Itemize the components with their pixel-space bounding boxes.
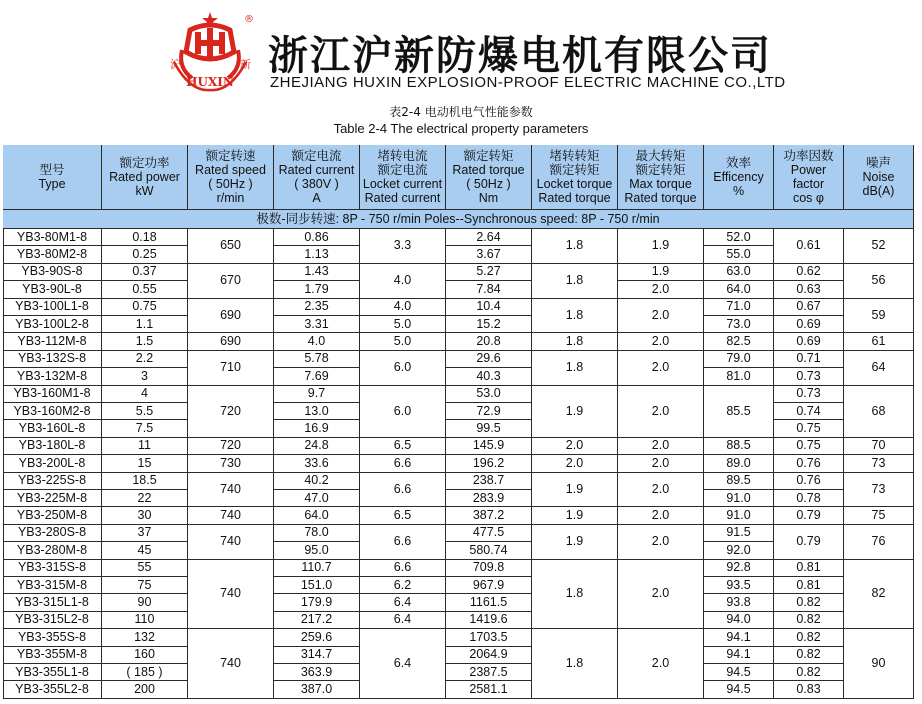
column-header-line: Type bbox=[38, 177, 66, 191]
cell-pf: 0.82 bbox=[774, 612, 844, 629]
cell-current: 64.0 bbox=[274, 507, 360, 524]
merged-cell-noise: 76 bbox=[844, 525, 914, 560]
cell-torque: 2064.9 bbox=[446, 647, 532, 664]
merged-cell-locked-current: 6.0 bbox=[360, 351, 446, 386]
cell-eff: 91.5 bbox=[704, 525, 774, 542]
cell-locked-current: 6.4 bbox=[360, 612, 446, 629]
cell-power: 1.1 bbox=[102, 316, 188, 333]
cell-torque: 15.2 bbox=[446, 316, 532, 333]
cell-pf: 0.75 bbox=[774, 420, 844, 437]
cell-pf: 0.75 bbox=[774, 438, 844, 455]
column-header-line: ( 50Hz ) bbox=[208, 177, 253, 191]
cell-power: 2.2 bbox=[102, 351, 188, 368]
cell-max-torque: 2.0 bbox=[618, 281, 704, 298]
cell-torque: 7.84 bbox=[446, 281, 532, 298]
cell-noise: 75 bbox=[844, 507, 914, 524]
column-header-line: cos φ bbox=[792, 191, 825, 205]
cell-current: 9.7 bbox=[274, 386, 360, 403]
cell-torque: 477.5 bbox=[446, 525, 532, 542]
column-header-eff bbox=[704, 145, 774, 210]
cell-torque: 1703.5 bbox=[446, 629, 532, 646]
cell-locked-torque: 1.8 bbox=[532, 333, 618, 350]
column-header-line: 额定转矩 bbox=[463, 149, 514, 163]
cell-current: 1.13 bbox=[274, 246, 360, 263]
cell-locked-current: 6.5 bbox=[360, 507, 446, 524]
merged-cell-noise: 82 bbox=[844, 560, 914, 630]
svg-text:HUXIN: HUXIN bbox=[186, 75, 234, 89]
column-header-line: 额定转速 bbox=[205, 149, 256, 163]
merged-cell-noise: 59 bbox=[844, 299, 914, 334]
column-header-line: 堵转电流 bbox=[377, 149, 428, 163]
cell-eff: 92.8 bbox=[704, 560, 774, 577]
column-header-line: 功率因数 bbox=[783, 149, 834, 163]
cell-pf: 0.82 bbox=[774, 594, 844, 611]
cell-eff: 94.0 bbox=[704, 612, 774, 629]
cell-locked-torque: 1.9 bbox=[532, 507, 618, 524]
cell-current: 5.78 bbox=[274, 351, 360, 368]
cell-pf: 0.62 bbox=[774, 264, 844, 281]
cell-speed: 730 bbox=[188, 455, 274, 472]
pole-speed-band: 极数-同步转速: 8P - 750 r/min Poles--Synchronous speed: 8P - 750 r/min bbox=[3, 210, 914, 229]
cell-eff: 94.5 bbox=[704, 681, 774, 698]
cell-eff: 55.0 bbox=[704, 246, 774, 263]
cell-current: 1.79 bbox=[274, 281, 360, 298]
cell-type: YB3-132S-8 bbox=[3, 351, 102, 368]
cell-power: 30 bbox=[102, 507, 188, 524]
page-header bbox=[0, 0, 922, 100]
cell-max-torque: 2.0 bbox=[618, 333, 704, 350]
cell-torque: 3.67 bbox=[446, 246, 532, 263]
merged-cell-speed: 740 bbox=[188, 560, 274, 630]
column-header-line: Rated torque bbox=[452, 163, 525, 177]
merged-cell-locked-torque: 1.8 bbox=[532, 629, 618, 699]
cell-pf: 0.76 bbox=[774, 455, 844, 472]
merged-cell-speed: 740 bbox=[188, 525, 274, 560]
column-header-line: 额定转矩 bbox=[635, 163, 686, 177]
cell-torque: 387.2 bbox=[446, 507, 532, 524]
cell-current: 0.86 bbox=[274, 229, 360, 246]
column-header-line: ( 380V ) bbox=[294, 177, 339, 191]
cell-current: 3.31 bbox=[274, 316, 360, 333]
column-header-noise bbox=[844, 145, 914, 210]
cell-eff: 89.0 bbox=[704, 455, 774, 472]
cell-type: YB3-225M-8 bbox=[3, 490, 102, 507]
merged-cell-speed: 690 bbox=[188, 299, 274, 334]
cell-type: YB3-100L2-8 bbox=[3, 316, 102, 333]
cell-max-torque: 2.0 bbox=[618, 455, 704, 472]
cell-pf: 0.74 bbox=[774, 403, 844, 420]
cell-eff: 94.5 bbox=[704, 664, 774, 681]
cell-torque: 709.8 bbox=[446, 560, 532, 577]
cell-power: 45 bbox=[102, 542, 188, 559]
huxin-logo-icon bbox=[160, 8, 260, 93]
merged-cell-speed: 670 bbox=[188, 264, 274, 299]
cell-eff: 93.8 bbox=[704, 594, 774, 611]
cell-power: ( 185 ) bbox=[102, 664, 188, 681]
column-header-speed bbox=[188, 145, 274, 210]
column-header-line: Locket torque bbox=[536, 177, 613, 191]
merged-cell-noise: 73 bbox=[844, 473, 914, 508]
cell-power: 3 bbox=[102, 368, 188, 385]
cell-power: 55 bbox=[102, 560, 188, 577]
cell-power: 4 bbox=[102, 386, 188, 403]
merged-cell-noise: 52 bbox=[844, 229, 914, 264]
cell-torque: 99.5 bbox=[446, 420, 532, 437]
cell-torque: 53.0 bbox=[446, 386, 532, 403]
cell-type: YB3-132M-8 bbox=[3, 368, 102, 385]
cell-type: YB3-80M1-8 bbox=[3, 229, 102, 246]
cell-pf: 0.73 bbox=[774, 386, 844, 403]
column-header-line: Noise bbox=[862, 170, 895, 184]
column-header-line: Power bbox=[790, 163, 827, 177]
merged-cell-noise: 90 bbox=[844, 629, 914, 699]
cell-eff: 91.0 bbox=[704, 507, 774, 524]
table-caption-en: Table 2-4 The electrical property parameters bbox=[333, 121, 589, 136]
merged-cell-locked-torque: 1.9 bbox=[532, 473, 618, 508]
cell-power: 37 bbox=[102, 525, 188, 542]
cell-torque: 10.4 bbox=[446, 299, 532, 316]
merged-cell-max-torque: 2.0 bbox=[618, 560, 704, 630]
merged-cell-max-torque: 2.0 bbox=[618, 386, 704, 438]
svg-text:沪: 沪 bbox=[170, 58, 181, 71]
cell-locked-current: 4.0 bbox=[360, 299, 446, 316]
merged-cell-locked-current: 6.6 bbox=[360, 473, 446, 508]
table-caption-cn: 表2-4 电动机电气性能参数 bbox=[389, 105, 533, 119]
cell-power: 0.25 bbox=[102, 246, 188, 263]
column-header-line: Locket current bbox=[362, 177, 443, 191]
cell-pf: 0.73 bbox=[774, 368, 844, 385]
cell-torque: 2387.5 bbox=[446, 664, 532, 681]
column-header-line: dB(A) bbox=[862, 184, 895, 198]
cell-type: YB3-160M2-8 bbox=[3, 403, 102, 420]
column-header-line: Rated torque bbox=[538, 191, 611, 205]
column-header-pf bbox=[774, 145, 844, 210]
cell-torque: 29.6 bbox=[446, 351, 532, 368]
column-header-line: 堵转转矩 bbox=[549, 149, 600, 163]
cell-current: 387.0 bbox=[274, 681, 360, 698]
cell-power: 200 bbox=[102, 681, 188, 698]
column-header-line: 型号 bbox=[39, 163, 65, 177]
merged-cell-locked-current: 6.6 bbox=[360, 525, 446, 560]
column-header-line: r/min bbox=[216, 191, 245, 205]
cell-power: 0.18 bbox=[102, 229, 188, 246]
cell-current: 13.0 bbox=[274, 403, 360, 420]
column-header-line: 额定电流 bbox=[377, 163, 428, 177]
column-header-line: 额定功率 bbox=[119, 156, 170, 170]
cell-power: 110 bbox=[102, 612, 188, 629]
cell-eff: 73.0 bbox=[704, 316, 774, 333]
cell-torque: 5.27 bbox=[446, 264, 532, 281]
cell-locked-torque: 2.0 bbox=[532, 455, 618, 472]
cell-current: 7.69 bbox=[274, 368, 360, 385]
cell-max-torque: 1.9 bbox=[618, 264, 704, 281]
merged-cell-locked-current: 4.0 bbox=[360, 264, 446, 299]
column-header-line: Rated torque bbox=[624, 191, 697, 205]
cell-locked-current: 6.6 bbox=[360, 560, 446, 577]
cell-current: 151.0 bbox=[274, 577, 360, 594]
merged-cell-max-torque: 2.0 bbox=[618, 629, 704, 699]
cell-power: 132 bbox=[102, 629, 188, 646]
cell-pf: 0.78 bbox=[774, 490, 844, 507]
cell-current: 314.7 bbox=[274, 647, 360, 664]
merged-cell-speed: 740 bbox=[188, 629, 274, 699]
cell-pf: 0.69 bbox=[774, 316, 844, 333]
cell-type: YB3-355M-8 bbox=[3, 647, 102, 664]
cell-eff: 71.0 bbox=[704, 299, 774, 316]
cell-max-torque: 2.0 bbox=[618, 438, 704, 455]
cell-max-torque: 2.0 bbox=[618, 507, 704, 524]
cell-current: 179.9 bbox=[274, 594, 360, 611]
column-header-line: Rated current bbox=[364, 191, 441, 205]
column-header-line: ( 50Hz ) bbox=[466, 177, 511, 191]
cell-eff: 94.1 bbox=[704, 647, 774, 664]
cell-eff: 93.5 bbox=[704, 577, 774, 594]
cell-power: 0.75 bbox=[102, 299, 188, 316]
cell-speed: 690 bbox=[188, 333, 274, 350]
column-header-locked-torque bbox=[532, 145, 618, 210]
cell-pf: 0.79 bbox=[774, 507, 844, 524]
merged-cell-max-torque: 2.0 bbox=[618, 525, 704, 560]
merged-cell-speed: 650 bbox=[188, 229, 274, 264]
cell-noise: 73 bbox=[844, 455, 914, 472]
cell-pf: 0.82 bbox=[774, 664, 844, 681]
column-header-line: 效率 bbox=[725, 156, 751, 170]
cell-torque: 196.2 bbox=[446, 455, 532, 472]
cell-type: YB3-355L1-8 bbox=[3, 664, 102, 681]
cell-current: 363.9 bbox=[274, 664, 360, 681]
column-header-line: 额定转矩 bbox=[549, 163, 600, 177]
company-name-en: ZHEJIANG HUXIN EXPLOSION-PROOF ELECTRIC MACHINE CO.,LTD bbox=[270, 74, 786, 91]
merged-cell-max-torque: 2.0 bbox=[618, 473, 704, 508]
svg-text:新: 新 bbox=[240, 58, 251, 71]
merged-cell-speed: 710 bbox=[188, 351, 274, 386]
cell-pf: 0.76 bbox=[774, 473, 844, 490]
cell-torque: 1161.5 bbox=[446, 594, 532, 611]
merged-cell-noise: 68 bbox=[844, 386, 914, 438]
cell-power: 160 bbox=[102, 647, 188, 664]
merged-cell-locked-torque: 1.8 bbox=[532, 299, 618, 334]
cell-speed: 740 bbox=[188, 507, 274, 524]
cell-eff: 64.0 bbox=[704, 281, 774, 298]
column-header-locked-current bbox=[360, 145, 446, 210]
column-header-max-torque bbox=[618, 145, 704, 210]
cell-type: YB3-90L-8 bbox=[3, 281, 102, 298]
merged-cell-locked-torque: 1.9 bbox=[532, 525, 618, 560]
column-header-line: 额定电流 bbox=[291, 149, 342, 163]
cell-pf: 0.71 bbox=[774, 351, 844, 368]
cell-current: 259.6 bbox=[274, 629, 360, 646]
cell-type: YB3-250M-8 bbox=[3, 507, 102, 524]
column-header-line: 最大转矩 bbox=[635, 149, 686, 163]
column-header-line: factor bbox=[792, 177, 825, 191]
merged-cell-eff: 85.5 bbox=[704, 386, 774, 438]
cell-current: 2.35 bbox=[274, 299, 360, 316]
merged-cell-pf: 0.79 bbox=[774, 525, 844, 560]
cell-pf: 0.67 bbox=[774, 299, 844, 316]
cell-eff: 63.0 bbox=[704, 264, 774, 281]
column-header-line: % bbox=[732, 184, 745, 198]
column-header-type bbox=[3, 145, 102, 210]
cell-eff: 81.0 bbox=[704, 368, 774, 385]
cell-power: 1.5 bbox=[102, 333, 188, 350]
cell-power: 11 bbox=[102, 438, 188, 455]
cell-current: 33.6 bbox=[274, 455, 360, 472]
cell-current: 95.0 bbox=[274, 542, 360, 559]
cell-power: 18.5 bbox=[102, 473, 188, 490]
cell-torque: 2581.1 bbox=[446, 681, 532, 698]
cell-pf: 0.82 bbox=[774, 629, 844, 646]
cell-type: YB3-315L2-8 bbox=[3, 612, 102, 629]
cell-noise: 70 bbox=[844, 438, 914, 455]
column-header-current bbox=[274, 145, 360, 210]
cell-type: YB3-355L2-8 bbox=[3, 681, 102, 698]
cell-current: 78.0 bbox=[274, 525, 360, 542]
cell-torque: 72.9 bbox=[446, 403, 532, 420]
cell-locked-current: 6.6 bbox=[360, 455, 446, 472]
merged-cell-locked-torque: 1.8 bbox=[532, 264, 618, 299]
cell-current: 4.0 bbox=[274, 333, 360, 350]
column-header-line: kW bbox=[135, 184, 154, 198]
cell-type: YB3-200L-8 bbox=[3, 455, 102, 472]
cell-torque: 238.7 bbox=[446, 473, 532, 490]
cell-type: YB3-280M-8 bbox=[3, 542, 102, 559]
cell-type: YB3-90S-8 bbox=[3, 264, 102, 281]
merged-cell-locked-current: 6.0 bbox=[360, 386, 446, 438]
column-header-torque bbox=[446, 145, 532, 210]
cell-eff: 94.1 bbox=[704, 629, 774, 646]
cell-torque: 580.74 bbox=[446, 542, 532, 559]
cell-eff: 82.5 bbox=[704, 333, 774, 350]
cell-type: YB3-160M1-8 bbox=[3, 386, 102, 403]
cell-locked-current: 6.5 bbox=[360, 438, 446, 455]
cell-pf: 0.69 bbox=[774, 333, 844, 350]
merged-cell-locked-torque: 1.8 bbox=[532, 229, 618, 264]
cell-eff: 52.0 bbox=[704, 229, 774, 246]
merged-cell-max-torque: 1.9 bbox=[618, 229, 704, 264]
cell-pf: 0.81 bbox=[774, 560, 844, 577]
svg-text:®: ® bbox=[244, 14, 254, 25]
cell-type: YB3-315S-8 bbox=[3, 560, 102, 577]
cell-pf: 0.82 bbox=[774, 647, 844, 664]
cell-torque: 145.9 bbox=[446, 438, 532, 455]
cell-type: YB3-160L-8 bbox=[3, 420, 102, 437]
column-header-line: Efficency bbox=[713, 170, 764, 184]
column-header-power bbox=[102, 145, 188, 210]
merged-cell-speed: 740 bbox=[188, 473, 274, 508]
column-header-line: Rated current bbox=[278, 163, 355, 177]
cell-eff: 92.0 bbox=[704, 542, 774, 559]
cell-type: YB3-315M-8 bbox=[3, 577, 102, 594]
cell-power: 5.5 bbox=[102, 403, 188, 420]
cell-pf: 0.83 bbox=[774, 681, 844, 698]
column-header-line: 噪声 bbox=[865, 156, 891, 170]
cell-power: 75 bbox=[102, 577, 188, 594]
cell-type: YB3-80M2-8 bbox=[3, 246, 102, 263]
cell-pf: 0.63 bbox=[774, 281, 844, 298]
cell-type: YB3-355S-8 bbox=[3, 629, 102, 646]
cell-torque: 283.9 bbox=[446, 490, 532, 507]
merged-cell-locked-current: 6.4 bbox=[360, 629, 446, 699]
cell-power: 22 bbox=[102, 490, 188, 507]
cell-locked-current: 5.0 bbox=[360, 333, 446, 350]
cell-type: YB3-100L1-8 bbox=[3, 299, 102, 316]
cell-power: 15 bbox=[102, 455, 188, 472]
cell-current: 40.2 bbox=[274, 473, 360, 490]
cell-locked-current: 6.2 bbox=[360, 577, 446, 594]
cell-eff: 91.0 bbox=[704, 490, 774, 507]
merged-cell-speed: 720 bbox=[188, 386, 274, 438]
cell-current: 24.8 bbox=[274, 438, 360, 455]
merged-cell-max-torque: 2.0 bbox=[618, 299, 704, 334]
cell-eff: 88.5 bbox=[704, 438, 774, 455]
cell-type: YB3-112M-8 bbox=[3, 333, 102, 350]
cell-torque: 40.3 bbox=[446, 368, 532, 385]
cell-locked-torque: 2.0 bbox=[532, 438, 618, 455]
cell-current: 1.43 bbox=[274, 264, 360, 281]
cell-type: YB3-315L1-8 bbox=[3, 594, 102, 611]
cell-torque: 20.8 bbox=[446, 333, 532, 350]
merged-cell-locked-torque: 1.9 bbox=[532, 386, 618, 438]
cell-torque: 2.64 bbox=[446, 229, 532, 246]
cell-torque: 1419.6 bbox=[446, 612, 532, 629]
cell-torque: 967.9 bbox=[446, 577, 532, 594]
merged-cell-locked-current: 3.3 bbox=[360, 229, 446, 264]
cell-power: 90 bbox=[102, 594, 188, 611]
cell-locked-current: 5.0 bbox=[360, 316, 446, 333]
cell-noise: 61 bbox=[844, 333, 914, 350]
merged-cell-locked-torque: 1.8 bbox=[532, 351, 618, 386]
cell-eff: 89.5 bbox=[704, 473, 774, 490]
cell-current: 47.0 bbox=[274, 490, 360, 507]
merged-cell-noise: 64 bbox=[844, 351, 914, 386]
cell-current: 110.7 bbox=[274, 560, 360, 577]
column-header-line: A bbox=[312, 191, 321, 205]
cell-power: 7.5 bbox=[102, 420, 188, 437]
cell-eff: 79.0 bbox=[704, 351, 774, 368]
merged-cell-max-torque: 2.0 bbox=[618, 351, 704, 386]
cell-type: YB3-280S-8 bbox=[3, 525, 102, 542]
column-header-line: Max torque bbox=[629, 177, 692, 191]
merged-cell-pf: 0.61 bbox=[774, 229, 844, 264]
cell-pf: 0.81 bbox=[774, 577, 844, 594]
cell-power: 0.55 bbox=[102, 281, 188, 298]
cell-current: 217.2 bbox=[274, 612, 360, 629]
column-header-line: Rated power bbox=[109, 170, 180, 184]
company-name-cn: 浙江沪新防爆电机有限公司 bbox=[268, 32, 772, 79]
cell-speed: 720 bbox=[188, 438, 274, 455]
cell-type: YB3-225S-8 bbox=[3, 473, 102, 490]
column-header-line: Nm bbox=[478, 191, 499, 205]
merged-cell-noise: 56 bbox=[844, 264, 914, 299]
cell-locked-current: 6.4 bbox=[360, 594, 446, 611]
column-header-line: Rated speed bbox=[195, 163, 266, 177]
cell-type: YB3-180L-8 bbox=[3, 438, 102, 455]
cell-current: 16.9 bbox=[274, 420, 360, 437]
cell-power: 0.37 bbox=[102, 264, 188, 281]
merged-cell-locked-torque: 1.8 bbox=[532, 560, 618, 630]
